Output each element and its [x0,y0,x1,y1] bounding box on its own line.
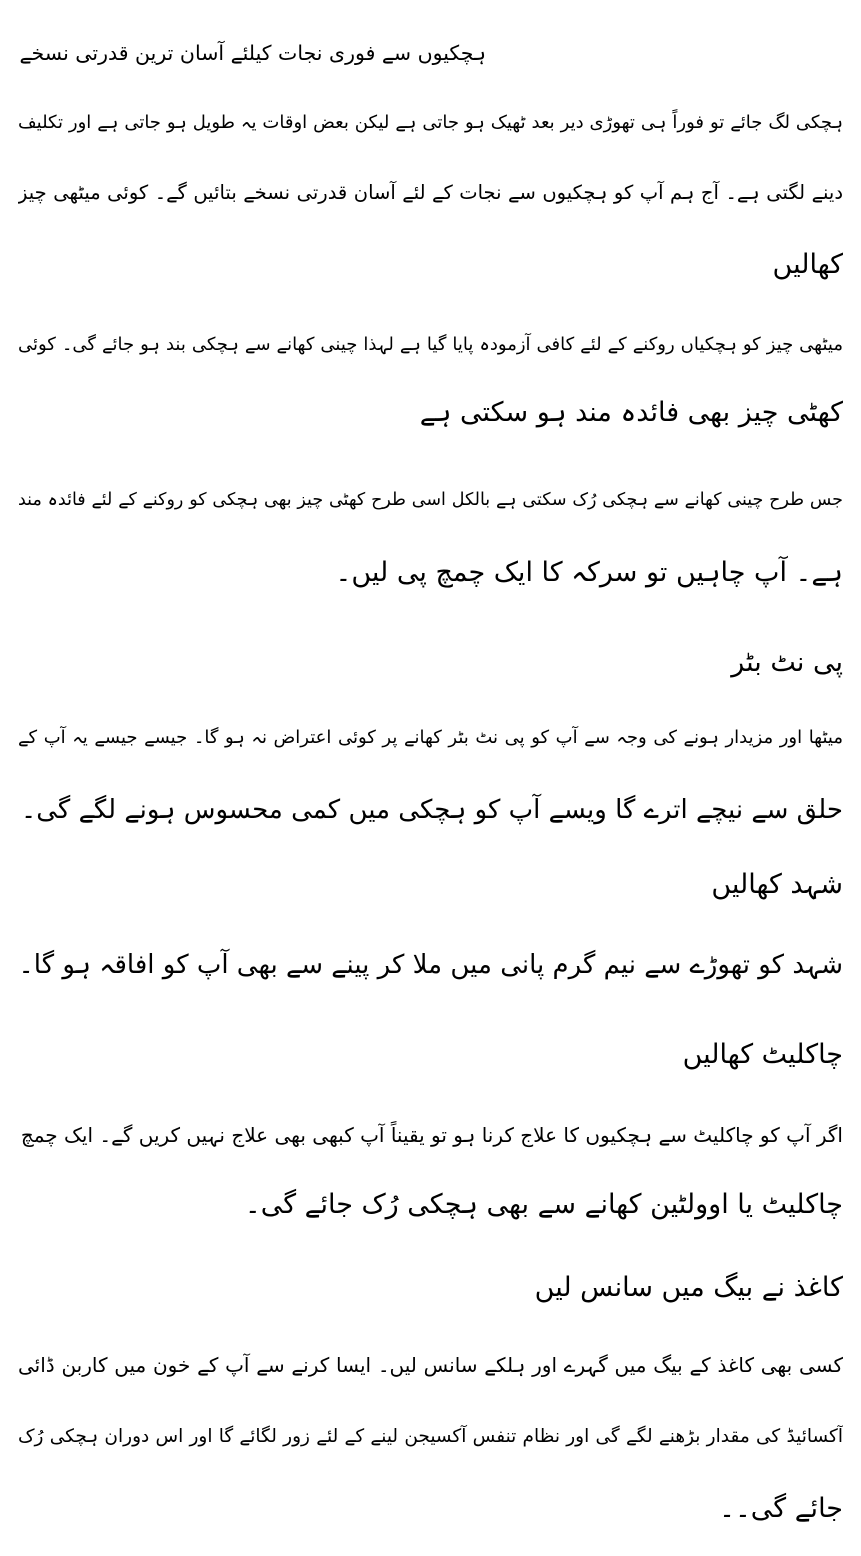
intro-paragraph-line-3: کھالیں [772,249,843,280]
paper-bag-paragraph-line-3: جائے گی۔۔ [719,1493,843,1524]
chocolate-paragraph-line-1: اگر آپ کو چاکلیٹ سے ہچکیوں کا علاج کرنا ہو تو یقیناً آپ کبھی بھی علاج نہیں کریں گے۔ ایک چمچ [20,1123,843,1147]
chocolate-heading: چاکلیٹ کھالیں [682,1039,843,1070]
peanut-butter-paragraph-line-1: میٹھا اور مزیدار ہونے کی وجہ سے آپ کو پی نٹ بٹر کھانے پر کوئی اعتراض نہ ہو گا۔ جیسے جیسے یہ آپ کے [18,727,843,748]
paper-bag-heading: کاغذ نے بیگ میں سانس لیں [534,1272,843,1303]
sweet-paragraph-line-2: کھٹی چیز بھی فائدہ مند ہو سکتی ہے [419,397,843,428]
intro-paragraph-line-2: دینے لگتی ہے۔ آج ہم آپ کو ہچکیوں سے نجات کے لئے آسان قدرتی نسخے بتائیں گے۔ کوئی میٹھی چیز [18,181,843,204]
paper-bag-paragraph-line-2: آکسائیڈ کی مقدار بڑھنے لگے گی اور نظام تنفس آکسیجن لینے کے لئے زور لگائے گا اور اس دوران ہچکی رُک [18,1426,843,1447]
sweet-paragraph-line-1: میٹھی چیز کو ہچکیاں روکنے کے لئے کافی آزمودہ پایا گیا ہے لہذا چینی کھانے سے ہچکی بند ہو جائے گی۔ کوئی [18,334,843,355]
chocolate-paragraph-line-2: چاکلیٹ یا اوولٹین کھانے سے بھی ہچکی رُک جائے گی۔ [244,1189,843,1220]
honey-heading: شہد کھالیں [711,869,843,900]
peanut-butter-paragraph-line-2: حلق سے نیچے اترے گا ویسے آپ کو ہچکی میں کمی محسوس ہونے لگے گی۔ [21,795,843,825]
intro-paragraph-line-1: ہچکی لگ جائے تو فوراً ہی تھوڑی دیر بعد ٹھیک ہو جاتی ہے لیکن بعض اوقات یہ طویل ہو جاتی ہے اور تکلیف [18,112,843,133]
article-title: ہچکیوں سے فوری نجات کیلئے آسان ترین قدرتی نسخے [19,41,486,65]
sour-paragraph-line-1: جس طرح چینی کھانے سے ہچکی رُک سکتی ہے بالکل اسی طرح کھٹی چیز بھی ہچکی کو روکنے کے لئے فائدہ مند [18,490,843,510]
sour-paragraph-line-2: ہے۔ آپ چاہیں تو سرکہ کا ایک چمچ پی لیں۔ [335,557,843,588]
paper-bag-paragraph-line-1: کسی بھی کاغذ کے بیگ میں گہرے اور ہلکے سانس لیں۔ ایسا کرنے سے آپ کے خون میں کاربن ڈائی [18,1353,843,1377]
peanut-butter-heading: پی نٹ بٹر [731,647,843,678]
honey-paragraph-line-1: شہد کو تھوڑے سے نیم گرم پانی میں ملا کر پینے سے بھی آپ کو افاقہ ہو گا۔ [18,950,843,980]
